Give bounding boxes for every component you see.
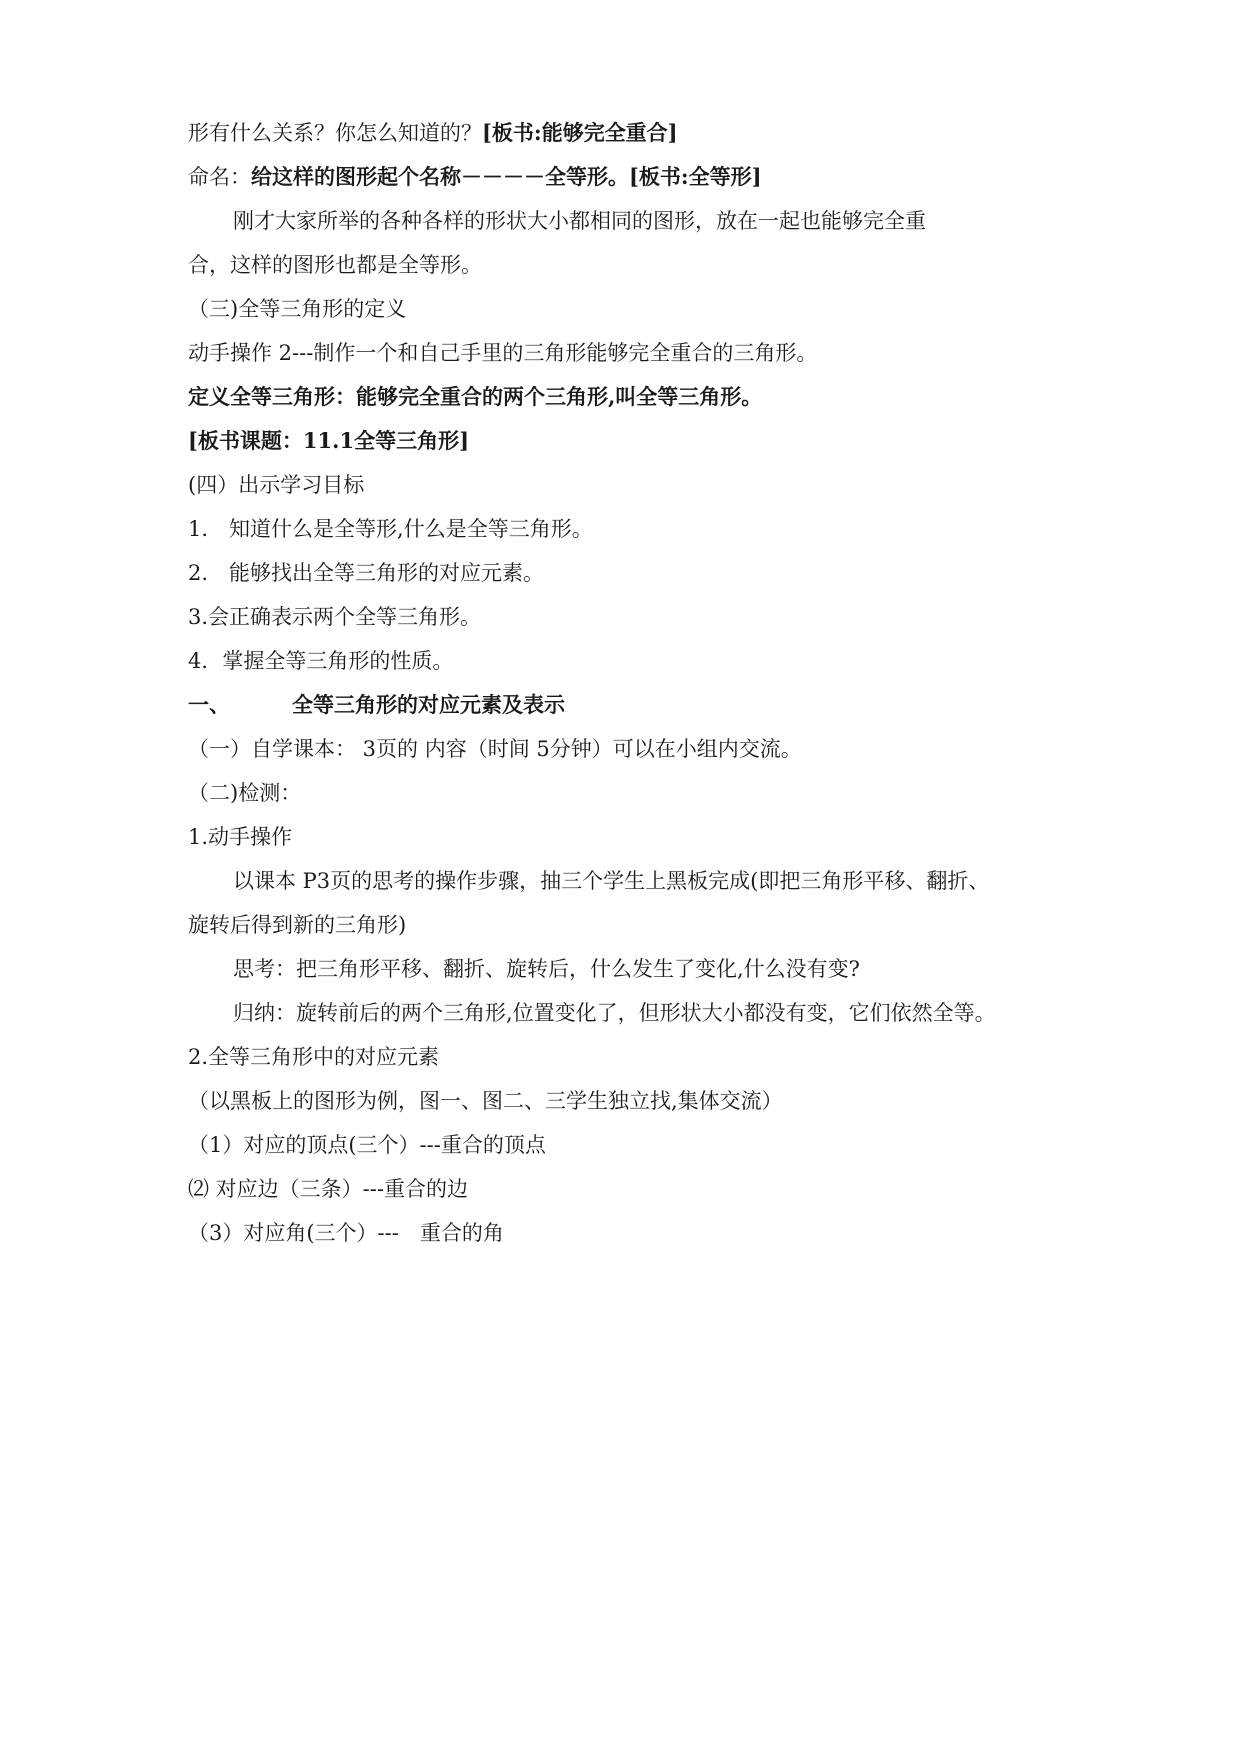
section-heading: (四）出示学习目标 xyxy=(188,473,365,497)
section-heading xyxy=(188,690,565,720)
subheading: 2.全等三角形中的对应元素 xyxy=(188,1045,440,1069)
paragraph-line xyxy=(188,162,762,192)
list-item: 3.会正确表示两个全等三角形。 xyxy=(188,605,482,629)
list-item: （3）对应角(三个）--- 重合的角 xyxy=(188,1221,504,1245)
paragraph-line xyxy=(188,118,678,148)
label-naming: 命名： xyxy=(188,165,251,189)
list-item: ⑵ 对应边（三条）---重合的边 xyxy=(188,1177,468,1201)
paragraph-line: 旋转后得到新的三角形) xyxy=(188,913,407,937)
paragraph-line: （以黑板上的图形为例，图一、图二、三学生独立找,集体交流） xyxy=(188,1089,783,1113)
paragraph-line: （一）自学课本： 3页的 内容（时间 5分钟）可以在小组内交流。 xyxy=(188,737,802,761)
paragraph-line: 刚才大家所举的各种各样的形状大小都相同的图形，放在一起也能够完全重 xyxy=(233,209,926,233)
list-item: 1. 知道什么是全等形,什么是全等三角形。 xyxy=(188,517,593,541)
paragraph-line: 以课本 P3页的思考的操作步骤，抽三个学生上黑板完成(即把三角形平移、翻折、 xyxy=(233,869,990,893)
list-item: 2. 能够找出全等三角形的对应元素。 xyxy=(188,561,545,585)
paragraph-line: 思考：把三角形平移、翻折、旋转后，什么发生了变化,什么没有变? xyxy=(233,957,860,981)
section-heading: （二)检测： xyxy=(188,781,302,805)
paragraph-line: 合，这样的图形也都是全等形。 xyxy=(188,253,482,277)
section-heading: （三)全等三角形的定义 xyxy=(188,297,407,321)
definition-line: 定义全等三角形：能够完全重合的两个三角形,叫全等三角形。 xyxy=(188,384,763,409)
list-item: （1）对应的顶点(三个）---重合的顶点 xyxy=(188,1133,546,1157)
heading-text: 全等三角形的对应元素及表示 xyxy=(292,692,565,717)
text-run: 形有什么关系？你怎么知道的？ xyxy=(188,121,482,145)
naming-definition: 给这样的图形起个名称－－－－全等形。[板书:全等形] xyxy=(251,164,762,189)
board-title: [板书课题：11.1全等三角形] xyxy=(188,428,470,453)
list-item: 4．掌握全等三角形的性质。 xyxy=(188,649,454,673)
board-note: [板书:能够完全重合] xyxy=(482,120,678,145)
subheading: 1.动手操作 xyxy=(188,825,293,849)
paragraph-line: 动手操作 2---制作一个和自己手里的三角形能够完全重合的三角形。 xyxy=(188,341,818,365)
paragraph-line: 归纳：旋转前后的两个三角形,位置变化了，但形状大小都没有变，它们依然全等。 xyxy=(233,1001,996,1025)
heading-number: 一、 xyxy=(188,692,230,717)
